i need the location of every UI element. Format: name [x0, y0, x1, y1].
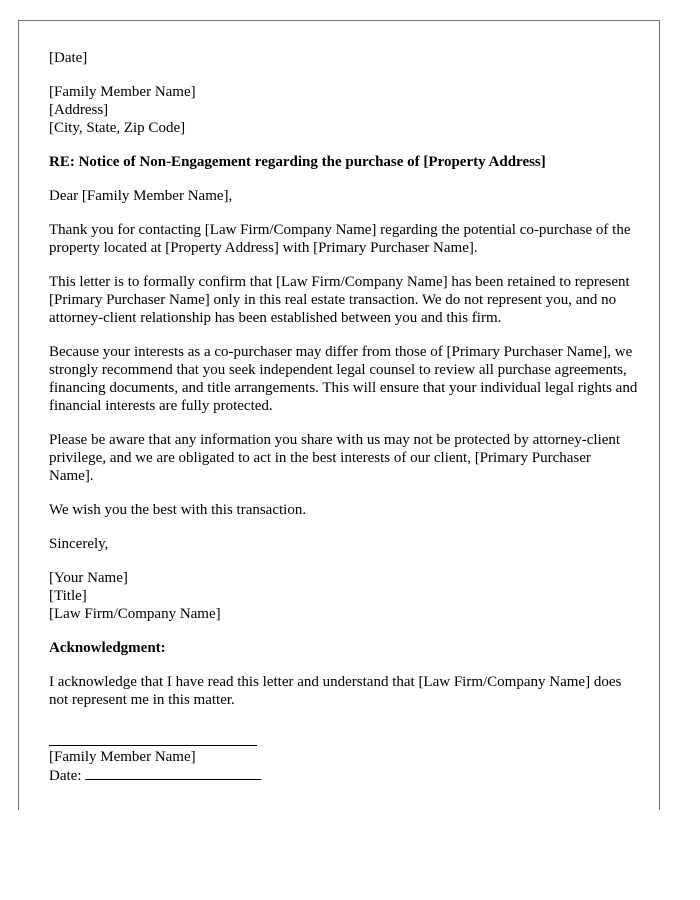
paragraph-representation: This letter is to formally confirm that [Law Firm/Company Name] has been retained to represent [Primary Purchaser Name] only in this real estate transaction. We do not represent you, and no attorney-client relationship has been established between you and this firm. — [49, 274, 630, 326]
signer-firm: [Law Firm/Company Name] — [49, 606, 221, 622]
signer-name: [Your Name] — [49, 570, 128, 586]
paragraph-wishes: We wish you the best with this transaction. — [49, 502, 307, 518]
acknowledgment-signer-name: [Family Member Name] — [49, 749, 196, 765]
recipient-city-state-zip: [City, State, Zip Code] — [49, 120, 186, 136]
paragraph-privilege: Please be aware that any information you share with us may not be protected by attorney-client privilege, and we are obligated to act in the best interests of our client, [Primary Purchaser Name]. — [49, 432, 621, 484]
salutation: Dear [Family Member Name], — [49, 188, 233, 204]
recipient-address-block — [49, 83, 639, 137]
signer-title: [Title] — [49, 588, 87, 604]
signature-block — [49, 569, 639, 623]
acknowledgment-signature-area — [49, 731, 639, 785]
date-label: Date: — [49, 768, 82, 784]
subject-line: RE: Notice of Non-Engagement regarding the purchase of [Property Address] — [49, 154, 546, 170]
paragraph-recommendation: Because your interests as a co-purchaser may differ from those of [Primary Purchaser Name], we strongly recommend that you seek independent legal counsel to review all purchase agreements, financing documents, and title arrangements. This will ensure that your individual legal rights and financial interests are fully protected. — [49, 344, 638, 414]
letter-page — [18, 20, 660, 810]
closing: Sincerely, — [49, 536, 109, 552]
acknowledgment-date-row — [49, 766, 639, 785]
recipient-address: [Address] — [49, 102, 109, 118]
recipient-name: [Family Member Name] — [49, 84, 196, 100]
letter-body — [49, 49, 639, 785]
signature-line — [49, 731, 257, 746]
paragraph-contact: Thank you for contacting [Law Firm/Company Name] regarding the potential co-purchase of the property located at [Property Address] with [Primary Purchaser Name]. — [49, 222, 631, 256]
acknowledgment-text: I acknowledge that I have read this letter and understand that [Law Firm/Company Name] does not represent me in this matter. — [49, 674, 622, 708]
acknowledgment-heading: Acknowledgment: — [49, 640, 166, 656]
letter-date: [Date] — [49, 50, 88, 66]
date-blank-line — [85, 766, 261, 780]
